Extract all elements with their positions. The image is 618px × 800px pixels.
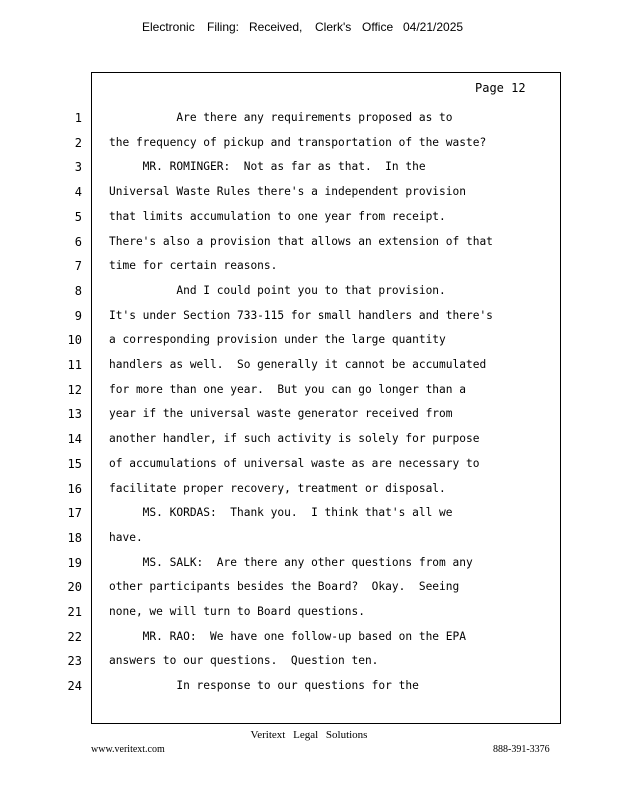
line-number-divider xyxy=(91,100,92,700)
header-office: Office xyxy=(362,20,394,34)
transcript-line: In response to our questions for the xyxy=(109,679,419,693)
transcript-line: MR. ROMINGER: Not as far as that. In the xyxy=(109,160,426,174)
line-number: 6 xyxy=(74,234,82,249)
line-number: 9 xyxy=(74,308,82,323)
transcript-line: year if the universal waste generator received from xyxy=(109,407,453,421)
transcript-line: Universal Waste Rules there's a independent provision xyxy=(109,185,466,199)
transcript-line: It's under Section 733-115 for small handlers and there's xyxy=(109,308,493,322)
transcript-line: And I could point you to that provision. xyxy=(109,283,446,297)
line-number: 20 xyxy=(67,580,82,595)
line-number: 4 xyxy=(74,185,82,200)
line-number: 18 xyxy=(67,530,82,545)
transcript-line: MS. KORDAS: Thank you. I think that's all we xyxy=(109,506,453,520)
header-electronic: Electronic xyxy=(142,20,195,34)
line-number: 21 xyxy=(67,605,82,619)
transcript-line: a corresponding provision under the large quantity xyxy=(109,333,446,347)
transcript-line: none, we will turn to Board questions. xyxy=(109,605,365,618)
line-number: 3 xyxy=(74,160,82,175)
header-clerks: Clerk's xyxy=(315,20,352,34)
line-number: 16 xyxy=(67,481,82,496)
line-number: 8 xyxy=(74,283,82,298)
footer-company: Veritext Legal Solutions xyxy=(250,729,368,741)
footer-phone: 888-391-3376 xyxy=(493,744,550,755)
header-date: 04/21/2025 xyxy=(403,20,464,34)
line-number: 1 xyxy=(74,111,82,125)
line-number: 19 xyxy=(67,555,82,570)
transcript-line: MS. SALK: Are there any other questions from any xyxy=(109,555,473,569)
transcript-line: There's also a provision that allows an extension of that xyxy=(109,234,493,248)
header-filing: Filing: xyxy=(207,20,240,34)
transcript-line: facilitate proper recovery, treatment or disposal. xyxy=(109,481,446,495)
line-number: 22 xyxy=(67,629,82,644)
line-number: 17 xyxy=(67,506,82,521)
footer-website: www.veritext.com xyxy=(91,744,165,755)
transcript-line: for more than one year. But you can go longer than a xyxy=(109,382,466,396)
line-number: 15 xyxy=(67,456,82,471)
line-number: 14 xyxy=(67,432,82,447)
page-number: Page 12 xyxy=(475,81,526,95)
line-number: 5 xyxy=(74,209,82,224)
line-number: 11 xyxy=(67,358,82,372)
transcript-line: handlers as well. So generally it cannot be accumulated xyxy=(109,358,487,371)
transcript-line: MR. RAO: We have one follow-up based on the EPA xyxy=(109,629,466,643)
line-number: 10 xyxy=(67,333,82,348)
line-number: 2 xyxy=(74,135,82,150)
line-number: 23 xyxy=(67,654,82,669)
transcript-line: another handler, if such activity is solely for purpose xyxy=(109,432,480,446)
transcript-line: have. xyxy=(109,530,143,544)
line-number: 24 xyxy=(67,679,82,694)
line-number: 13 xyxy=(67,407,82,422)
transcript-line: Are there any requirements proposed as to xyxy=(109,111,453,124)
line-number: 12 xyxy=(67,382,82,397)
transcript-line: time for certain reasons. xyxy=(109,259,278,273)
transcript-line: of accumulations of universal waste as are necessary to xyxy=(109,456,480,470)
transcript-line: that limits accumulation to one year from receipt. xyxy=(109,209,446,223)
transcript-line: other participants besides the Board? Okay. Seeing xyxy=(109,580,460,594)
header-received: Received, xyxy=(249,20,303,34)
line-number: 7 xyxy=(74,259,82,274)
transcript-line: answers to our questions. Question ten. xyxy=(109,654,379,668)
transcript-line: the frequency of pickup and transportation of the waste? xyxy=(109,135,487,149)
